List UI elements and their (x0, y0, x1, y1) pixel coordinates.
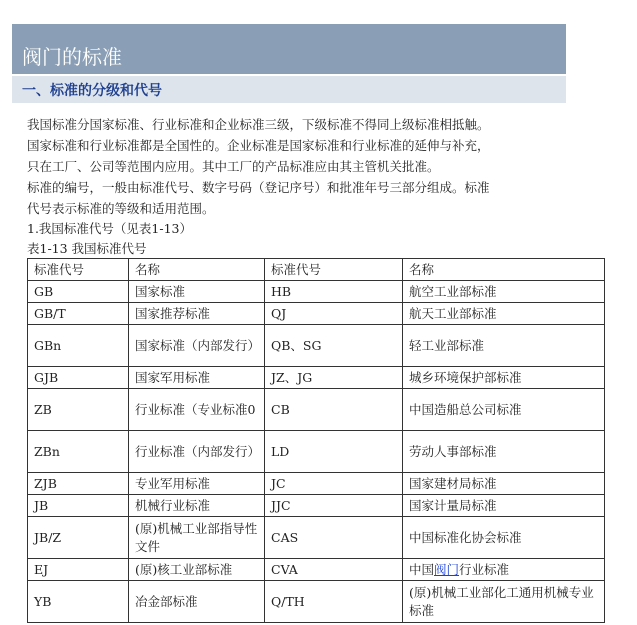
table-row (28, 303, 605, 325)
paragraph-line: 只在工厂、公司等范围内应用。其中工厂的产品标准应由其主管机关批准。 (27, 159, 440, 174)
paragraph-line: 代号表示标准的等级和适用范围。 (27, 201, 215, 216)
header-cell: 名称 (129, 259, 265, 281)
table-row (28, 389, 605, 431)
header-cell: 标准代号 (265, 259, 403, 281)
table-row (28, 559, 605, 581)
table-cell: (原)机械工业部化工通用机械专业标准 (403, 581, 605, 623)
table-row (28, 367, 605, 389)
table-cell: 专业军用标准 (129, 473, 265, 495)
page-title: 阀门的标准 (22, 45, 122, 69)
table-row (28, 495, 605, 517)
table-cell: YB (28, 581, 129, 623)
table-cell: CVA (265, 559, 403, 581)
header-cell: 标准代号 (28, 259, 129, 281)
table-cell: 轻工业部标准 (403, 325, 605, 367)
table-cell: 行业标准（专业标准0 (129, 389, 265, 431)
page-title-bar (12, 24, 566, 74)
table-caption: 表1-13 我国标准代号 (27, 241, 147, 256)
table-cell: 航空工业部标准 (403, 281, 605, 303)
table-cell: JB (28, 495, 129, 517)
table-cell: 冶金部标准 (129, 581, 265, 623)
table-cell: 机械行业标准 (129, 495, 265, 517)
table-cell: JJC (265, 495, 403, 517)
table-cell: ZBn (28, 431, 129, 473)
table-cell: 航天工业部标准 (403, 303, 605, 325)
cva-text-before: 中国 (409, 561, 435, 577)
cva-text-after: 行业标准 (459, 561, 510, 577)
table-cell: 国家军用标准 (129, 367, 265, 389)
section-heading-bar (12, 76, 566, 103)
table-cell: LD (265, 431, 403, 473)
table-header-row (28, 259, 605, 281)
table-cell: ZJB (28, 473, 129, 495)
table-cell: CB (265, 389, 403, 431)
table-cell: Q/TH (265, 581, 403, 623)
table-cell: 国家计量局标准 (403, 495, 605, 517)
table-cell: GB (28, 281, 129, 303)
table-cell: 国家推荐标准 (129, 303, 265, 325)
table-cell: 劳动人事部标准 (403, 431, 605, 473)
table-cell: JC (265, 473, 403, 495)
section-heading: 一、标准的分级和代号 (22, 83, 162, 99)
table-cell: (原)机械工业部指导性文件 (129, 517, 265, 559)
table-cell: JB/Z (28, 517, 129, 559)
table-cell: 中国造船总公司标准 (403, 389, 605, 431)
paragraph-line: 标准的编号，一般由标准代号、数字号码（登记序号）和批准年号三部分组成。标准 (27, 180, 490, 195)
body-paragraph (27, 114, 587, 219)
table-cell: GJB (28, 367, 129, 389)
table-row (28, 473, 605, 495)
table-cell: QJ (265, 303, 403, 325)
paragraph-line: 国家标准和行业标准都是全国性的。企业标准是国家标准和行业标准的延伸与补充， (27, 138, 490, 153)
table-cell: (原)核工业部标准 (129, 559, 265, 581)
header-cell: 名称 (403, 259, 605, 281)
table-cell: JZ、JG (265, 367, 403, 389)
table-cell: 国家标准（内部发行） (129, 325, 265, 367)
table-cell: GBn (28, 325, 129, 367)
valve-link[interactable]: 阀门 (434, 561, 460, 577)
table-cell: 城乡环境保护部标准 (403, 367, 605, 389)
table-row (28, 517, 605, 559)
table-cell: CAS (265, 517, 403, 559)
table-row (28, 325, 605, 367)
table-cell: 行业标准（内部发行） (129, 431, 265, 473)
table-row (28, 281, 605, 303)
paragraph-line: 我国标准分国家标准、行业标准和企业标准三级，下级标准不得同上级标准相抵触。 (27, 117, 490, 132)
table-cell: HB (265, 281, 403, 303)
table-row (28, 431, 605, 473)
list-heading: 1.我国标准代号（见表1-13） (27, 221, 193, 236)
table-cell: 国家标准 (129, 281, 265, 303)
table-cell: 中国标准化协会标准 (403, 517, 605, 559)
table-cell: ZB (28, 389, 129, 431)
table-cell: 国家建材局标准 (403, 473, 605, 495)
table-cell: GB/T (28, 303, 129, 325)
table-cell: EJ (28, 559, 129, 581)
table-cell: QB、SG (265, 325, 403, 367)
standards-table (27, 258, 605, 623)
table-cell (403, 559, 605, 581)
table-row (28, 581, 605, 623)
